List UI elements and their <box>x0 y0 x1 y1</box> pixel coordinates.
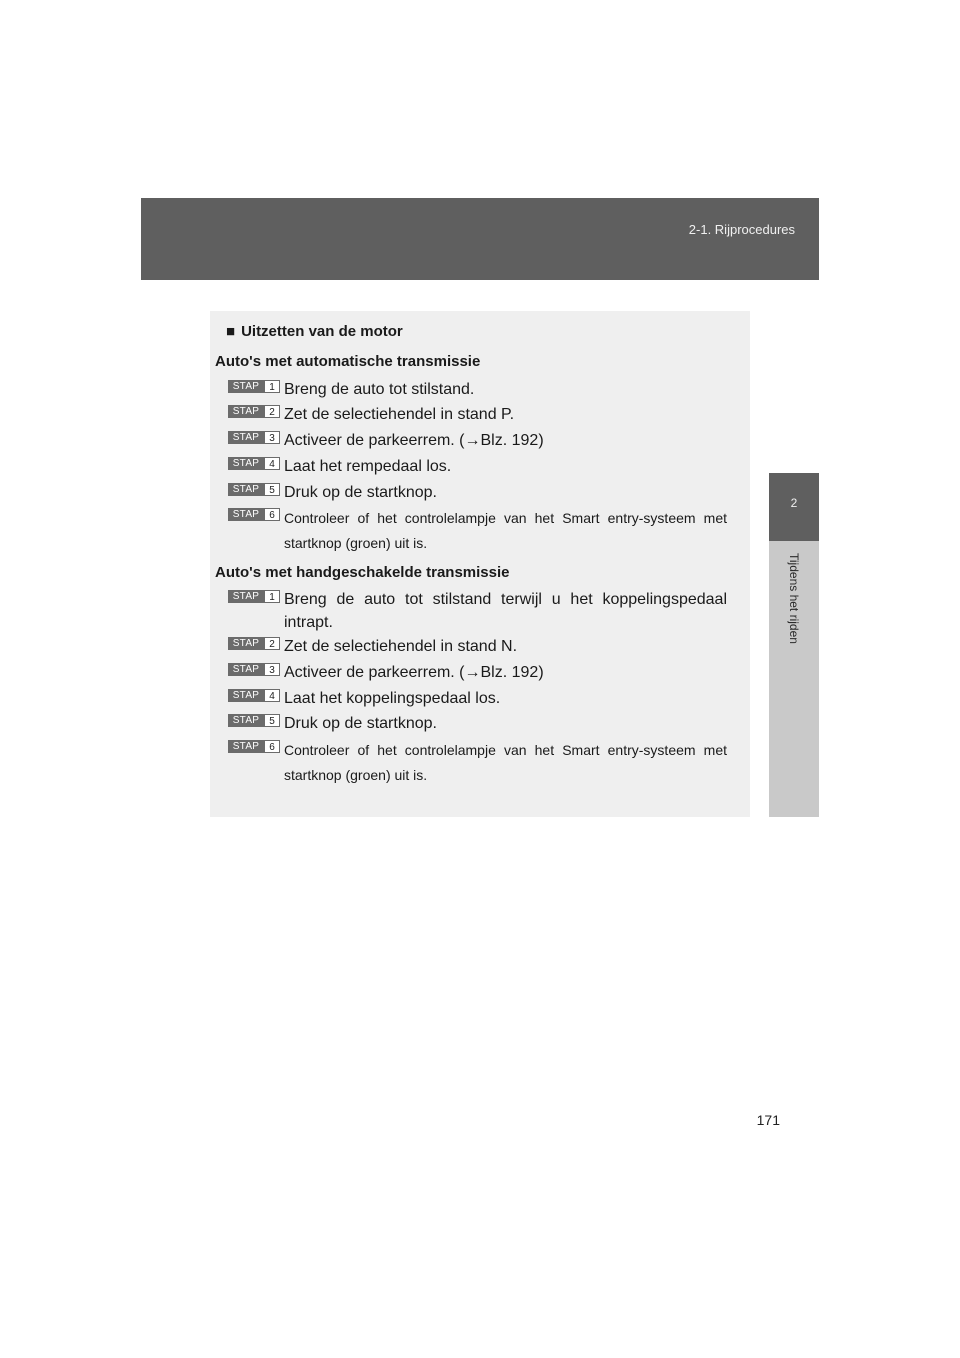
step-badge: STAP 2 <box>228 405 280 418</box>
manual-step-1 <box>228 588 727 634</box>
chapter-title-tab <box>769 541 819 817</box>
auto-step-1 <box>228 378 727 401</box>
step-text: Druk op de startknop. <box>284 484 437 501</box>
step-badge: STAP 4 <box>228 689 280 702</box>
manual-step-4 <box>228 687 727 710</box>
step-text: Laat het koppelingspedaal los. <box>284 690 501 707</box>
step-badge: STAP 1 <box>228 380 280 393</box>
auto-step-5 <box>228 481 727 504</box>
step-badge: STAP 6 <box>228 740 280 753</box>
manual-step-2 <box>228 635 727 658</box>
step-text: Breng de auto tot stilstand. <box>284 381 475 398</box>
step-text: Zet de selectiehendel in stand N. <box>284 638 518 655</box>
auto-step-4 <box>228 455 727 478</box>
header-band <box>141 198 819 280</box>
section-heading <box>226 323 403 340</box>
heading-text: Uitzetten van de motor <box>241 323 403 340</box>
chapter-tab <box>769 473 819 541</box>
auto-step-6 <box>228 506 727 556</box>
step-text: Laat het rempedaal los. <box>284 458 452 475</box>
step-badge: STAP 5 <box>228 714 280 727</box>
manual-step-3 <box>228 661 727 684</box>
step-text: Controleer of het controlelampje van het Smart entry-systeem met startknop (groen) uit is. <box>284 510 727 551</box>
step-text: Zet de selectiehendel in stand P. <box>284 406 515 423</box>
step-badge: STAP 3 <box>228 431 280 444</box>
manual-step-6 <box>228 738 727 788</box>
auto-step-2 <box>228 403 727 426</box>
auto-step-3 <box>228 429 727 452</box>
chapter-number: 2 <box>790 496 798 510</box>
automatic-transmission-title: Auto's met automatische transmissie <box>215 353 481 370</box>
section-label: 2-1. Rijprocedures <box>688 222 795 237</box>
step-text: Breng de auto tot stilstand terwijl u het koppelingspedaal intrapt. <box>284 591 727 631</box>
content-box <box>210 311 750 817</box>
step-badge: STAP 5 <box>228 483 280 496</box>
step-text: Druk op de startknop. <box>284 715 437 732</box>
step-badge: STAP 4 <box>228 457 280 470</box>
step-badge: STAP 6 <box>228 508 280 521</box>
manual-transmission-title: Auto's met handgeschakelde transmissie <box>215 564 510 581</box>
manual-step-5 <box>228 712 727 735</box>
step-text: Controleer of het controlelampje van het Smart entry-systeem met startknop (groen) uit is. <box>284 742 727 783</box>
page-number: 171 <box>756 1112 780 1128</box>
step-text: Activeer de parkeerrem. (→Blz. 192) <box>284 432 544 449</box>
square-bullet-icon: ■ <box>226 323 236 340</box>
step-text: Activeer de parkeerrem. (→Blz. 192) <box>284 664 544 681</box>
step-badge: STAP 1 <box>228 590 280 603</box>
chapter-title: Tijdens het rijden <box>787 553 801 644</box>
step-badge: STAP 2 <box>228 637 280 650</box>
step-badge: STAP 3 <box>228 663 280 676</box>
